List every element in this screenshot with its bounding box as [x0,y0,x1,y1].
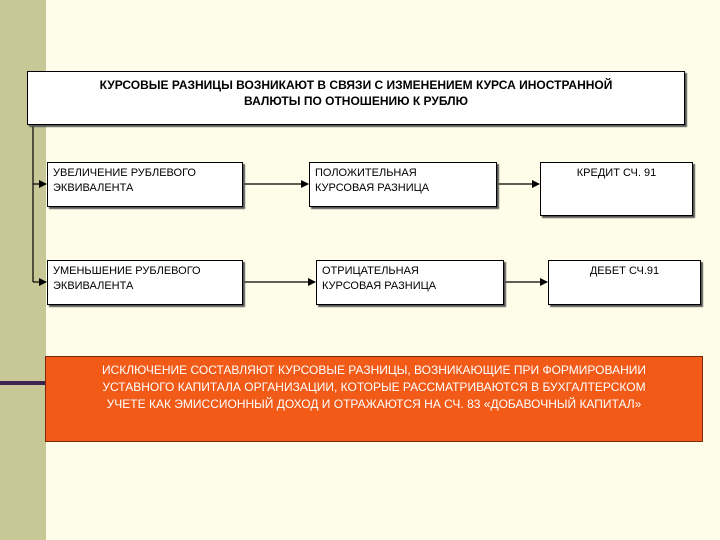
box-text-line: ЭКВИВАЛЕНТА [53,182,134,194]
connector-header-to-rows [33,125,46,282]
box-positive-difference [309,162,497,207]
header-line-1: КУРСОВЫЕ РАЗНИЦЫ ВОЗНИКАЮТ В СВЯЗИ С ИЗМЕНЕНИЕМ КУРСА ИНОСТРАННОЙ [99,78,613,92]
box-text-line: КУРСОВАЯ РАЗНИЦА [315,182,430,194]
header-box [27,71,685,125]
box-decrease-equivalent [47,260,243,305]
box-debit-account [548,260,701,305]
note-line-2: УСТАВНОГО КАПИТАЛА ОРГАНИЗАЦИИ, КОТОРЫЕ РАССМАТРИВАЮТСЯ В БУХГАЛТЕРСКОМ [102,380,646,394]
note-line-1: ИСКЛЮЧЕНИЕ СОСТАВЛЯЮТ КУРСОВЫЕ РАЗНИЦЫ, ВОЗНИКАЮЩИЕ ПРИ ФОРМИРОВАНИИ [101,363,646,377]
header-line-2: ВАЛЮТЫ ПО ОТНОШЕНИЮ К РУБЛЮ [244,94,468,108]
box-negative-difference [316,260,504,305]
box-increase-equivalent [47,162,243,207]
box-text-line: ОТРИЦАТЕЛЬНАЯ [322,265,419,277]
exception-note [45,356,703,442]
box-text-line: УМЕНЬШЕНИЕ РУБЛЕВОГО [53,265,201,277]
box-credit-account [540,162,693,216]
note-line-3: УЧЕТЕ КАК ЭМИССИОННЫЙ ДОХОД И ОТРАЖАЮТСЯ НА СЧ. 83 «ДОБАВОЧНЫЙ КАПИТАЛ» [106,397,642,411]
box-text-line: КУРСОВАЯ РАЗНИЦА [322,280,437,292]
box-text-line: ДЕБЕТ СЧ.91 [589,265,660,277]
box-text-line: ЭКВИВАЛЕНТА [53,280,134,292]
box-text-line: ПОЛОЖИТЕЛЬНАЯ [315,167,417,179]
box-text-line: КРЕДИТ СЧ. 91 [576,167,657,179]
box-text-line: УВЕЛИЧЕНИЕ РУБЛЕВОГО [53,167,196,179]
